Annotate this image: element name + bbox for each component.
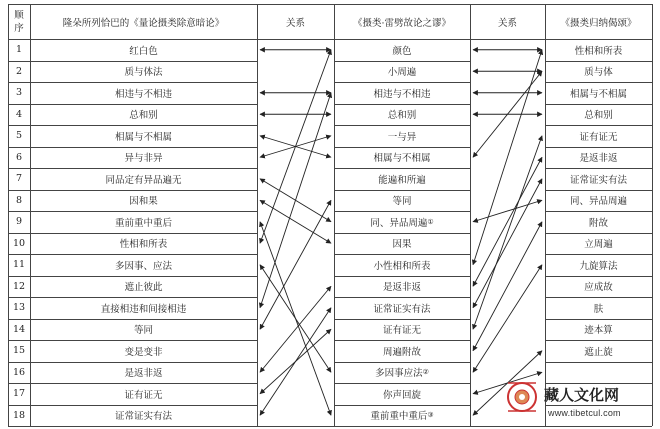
col1-cell: 同品定有异品遍无 <box>105 174 182 186</box>
row-number: 1 <box>15 44 23 56</box>
col3-cell: 肤 <box>593 303 604 315</box>
col1-cell: 相属与不相属 <box>114 131 172 143</box>
col2-cell <box>334 233 470 255</box>
row-number: 9 <box>15 216 23 228</box>
row-number: 3 <box>15 87 23 99</box>
col2-text: 等同 <box>392 196 412 208</box>
comparison-table <box>8 4 652 426</box>
logo-site-url: www.tibetcul.com <box>548 408 621 418</box>
row-number: 15 <box>12 345 26 357</box>
col2-text: 周遍附故 <box>382 346 421 358</box>
grid-hline <box>257 426 334 427</box>
col2-text: 相属与不相属 <box>373 153 431 165</box>
footnote-mark: ① <box>427 217 434 226</box>
col2-cell <box>334 211 470 233</box>
col3-cell: 同、异品周遍 <box>569 196 627 208</box>
col3-cell: 遮止旋 <box>584 346 613 358</box>
header-col3: 《摄类归纳偈颂》 <box>560 17 637 29</box>
grid-vline <box>257 4 258 426</box>
col2-cell <box>334 82 470 104</box>
row-number: 11 <box>12 259 26 271</box>
col2-text: 总和别 <box>387 110 417 122</box>
col1-cell: 重前重中重后 <box>114 217 172 229</box>
col2-text: 能遍和所遍 <box>378 174 426 186</box>
col2-cell <box>334 39 470 61</box>
col3-cell: 迹本算 <box>584 325 613 337</box>
col2-text: 重前重中重后 <box>370 411 428 423</box>
grid-hline <box>470 426 545 427</box>
col1-cell: 异与非异 <box>124 153 163 165</box>
row-number: 2 <box>15 65 23 77</box>
col2-text: 颜色 <box>392 45 412 57</box>
grid-vline <box>470 4 471 426</box>
col2-cell <box>334 405 470 427</box>
header-seq: 顺 序 <box>14 9 24 34</box>
header-col2: 《摄类·雷劈故论之谬》 <box>352 17 452 29</box>
col2-text: 证有证无 <box>382 325 421 337</box>
row-number: 5 <box>15 130 23 142</box>
col3-cell: 九旋算法 <box>579 260 618 272</box>
row-number: 12 <box>12 280 26 292</box>
col1-cell: 红白色 <box>129 45 158 57</box>
header-col1: 隆朵所列恰巴的《量论摄类除意暗论》 <box>62 17 225 29</box>
col1-cell: 相违与不相违 <box>114 88 172 100</box>
col2-text: 小周遍 <box>387 67 417 79</box>
col2-cell <box>334 190 470 212</box>
col2-cell <box>334 125 470 147</box>
col3-cell: 是返非返 <box>579 153 618 165</box>
footnote-mark: ③ <box>427 411 434 420</box>
col2-text: 证常证实有法 <box>373 303 431 315</box>
col1-cell: 因和果 <box>129 196 158 208</box>
col3-cell: 性相和所表 <box>574 45 623 57</box>
col2-cell <box>334 147 470 169</box>
col2-text: 小性相和所表 <box>373 260 431 272</box>
header-rel2: 关系 <box>497 17 517 29</box>
col2-text: 是返非返 <box>382 282 421 294</box>
col2-text: 一与异 <box>387 131 417 143</box>
col3-cell: 应成故 <box>584 282 613 294</box>
col1-cell: 等同 <box>133 325 153 337</box>
col2-cell <box>334 319 470 341</box>
grid-vline <box>652 4 653 426</box>
col1-cell: 质与体法 <box>124 67 163 79</box>
row-number: 7 <box>15 173 23 185</box>
col1-cell: 性相和所表 <box>119 239 168 251</box>
col2-cell <box>334 340 470 362</box>
row-number: 16 <box>12 366 26 378</box>
grid-hline <box>8 426 257 427</box>
col1-cell: 是返非返 <box>124 368 163 380</box>
col1-cell: 证有证无 <box>124 389 163 401</box>
col1-cell: 证常证实有法 <box>114 411 172 423</box>
col2-cell <box>334 276 470 298</box>
col1-cell: 遮止彼此 <box>124 282 163 294</box>
row-number: 6 <box>15 151 23 163</box>
col2-text: 同、异品周遍 <box>370 217 428 229</box>
footnote-mark: ② <box>422 368 429 377</box>
col3-cell: 立周遍 <box>584 239 613 251</box>
col3-cell: 证有证无 <box>579 131 618 143</box>
row-number: 4 <box>15 108 23 120</box>
col2-text: 你声回旋 <box>382 389 421 401</box>
col3-cell: 相属与不相属 <box>569 88 627 100</box>
col2-cell <box>334 104 470 126</box>
col3-cell: 总和别 <box>584 110 613 122</box>
grid-hline <box>545 426 652 427</box>
col3-cell: 质与体 <box>584 67 613 79</box>
col3-cell: 附故 <box>588 217 608 229</box>
header-rel1: 关系 <box>285 17 305 29</box>
col2-cell <box>334 254 470 276</box>
row-number: 13 <box>12 302 26 314</box>
col1-cell: 总和别 <box>129 110 158 122</box>
row-number: 14 <box>12 323 26 335</box>
col2-cell <box>334 362 470 384</box>
row-number: 18 <box>12 409 26 421</box>
col2-text: 相违与不相违 <box>373 88 431 100</box>
col1-cell: 多因事、应法 <box>114 260 172 272</box>
col3-cell: 证常证实有法 <box>569 174 627 186</box>
row-number: 8 <box>15 194 23 206</box>
col2-text: 因果 <box>392 239 412 251</box>
col1-cell: 变是变非 <box>124 346 163 358</box>
col2-text: 多因事应法 <box>375 368 423 380</box>
row-number: 17 <box>12 388 26 400</box>
col2-cell <box>334 297 470 319</box>
logo-text: 藏人文化网 <box>544 386 620 404</box>
row-number: 10 <box>12 237 26 249</box>
grid-hline <box>334 426 470 427</box>
col2-cell <box>334 168 470 190</box>
col1-cell: 直接相违和间接相违 <box>100 303 187 315</box>
col2-cell <box>334 383 470 405</box>
col2-cell <box>334 61 470 83</box>
